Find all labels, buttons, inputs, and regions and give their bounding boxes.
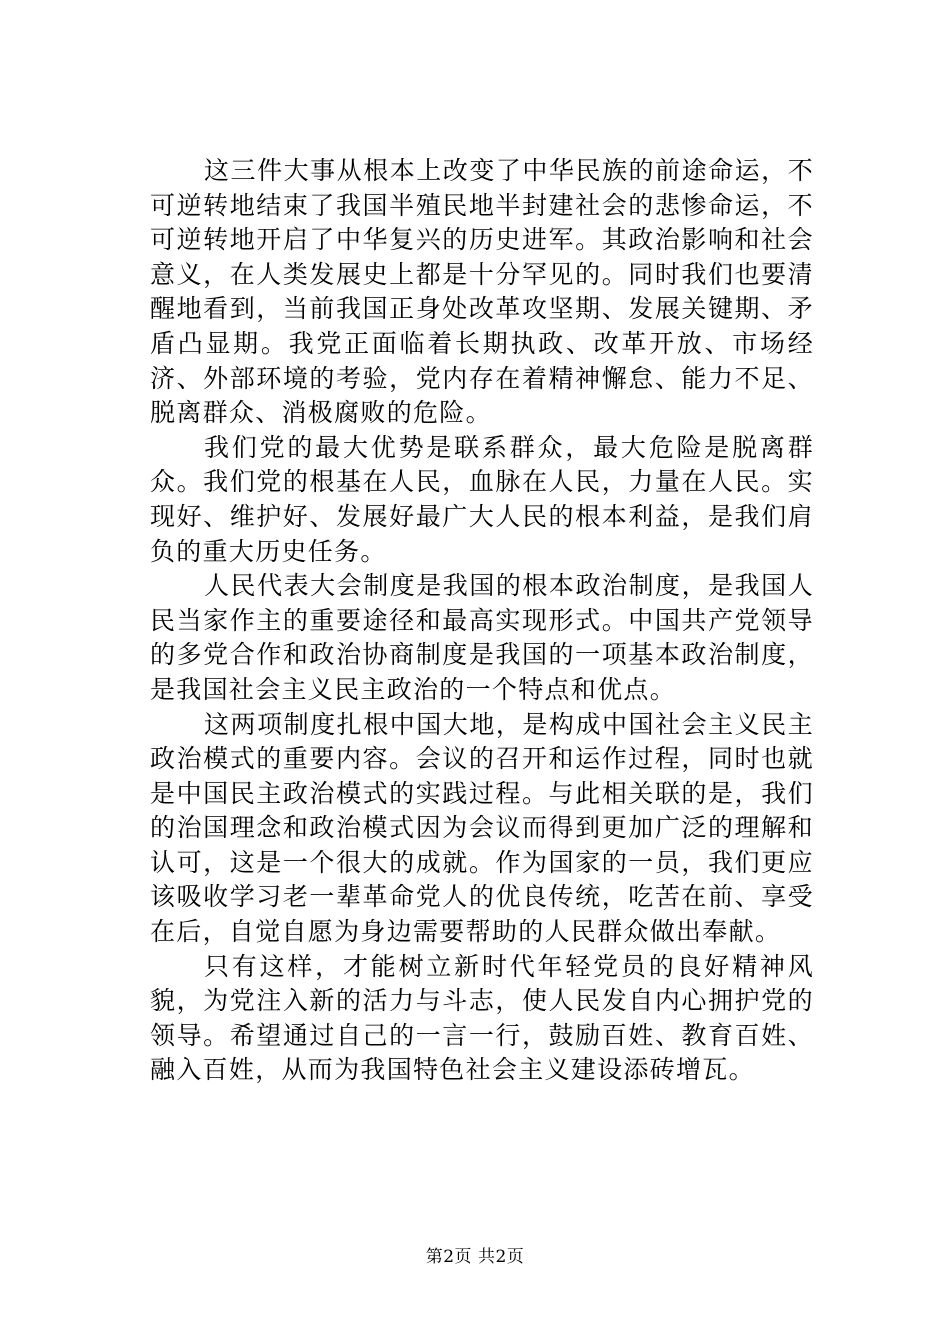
body-text [150, 154, 814, 1088]
paragraph-3: 人民代表大会制度是我国的根本政治制度，是我国人民当家作主的重要途径和最高实现形式。中国共产党领导的多党合作和政治协商制度是我国的一项基本政治制度，是我国社会主义民主政治的一个特点和优点。 [150, 571, 814, 704]
paragraph-4: 这两项制度扎根中国大地，是构成中国社会主义民主政治模式的重要内容。会议的召开和运作过程，同时也就是中国民主政治模式的实践过程。与此相关联的是，我们的治国理念和政治模式因为会议而得到更加广泛的理解和认可，这是一个很大的成就。作为国家的一员，我们更应该吸收学习老一辈革命党人的优良传统，吃苦在前、享受在后，自觉自愿为身边需要帮助的人民群众做出奉献。 [150, 709, 814, 947]
paragraph-5: 只有这样，才能树立新时代年轻党员的良好精神风貌，为党注入新的活力与斗志，使人民发自内心拥护党的领导。希望通过自己的一言一行，鼓励百姓、教育百姓、融入百姓，从而为我国特色社会主义建设添砖增瓦。 [150, 951, 814, 1085]
paragraph-2: 我们党的最大优势是联系群众，最大危险是脱离群众。我们党的根基在人民，血脉在人民，力量在人民。实现好、维护好、发展好最广大人民的根本利益，是我们肩负的重大历史任务。 [150, 432, 814, 566]
page-number-footer: 第2页 共2页 [425, 1247, 525, 1267]
paragraph-1: 这三件大事从根本上改变了中华民族的前途命运，不可逆转地结束了我国半殖民地半封建社会的悲惨命运，不可逆转地开启了中华复兴的历史进军。其政治影响和社会意义，在人类发展史上都是十分罕见的。同时我们也要清醒地看到，当前我国正身处改革攻坚期、发展关键期、矛盾凸显期。我党正面临着长期执政、改革开放、市场经济、外部环境的考验，党内存在着精神懈怠、能力不足、脱离群众、消极腐败的危险。 [150, 156, 814, 428]
